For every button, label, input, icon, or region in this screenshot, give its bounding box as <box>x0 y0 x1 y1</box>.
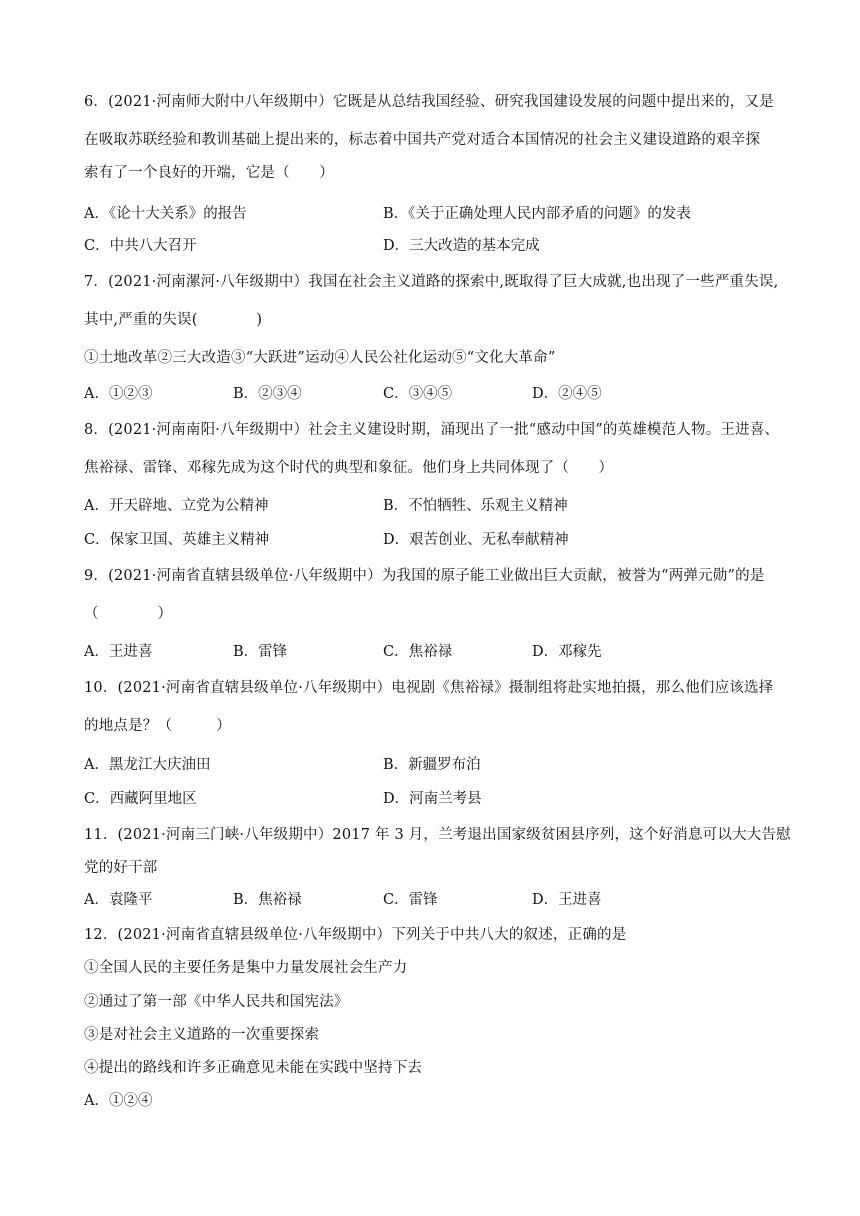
q9-option-a: A．王进喜 <box>84 644 153 660</box>
q11-option-d: D．王进喜 <box>532 892 602 908</box>
q12-stem-line-1: 12．(2021·河南省直辖县级单位·八年级期中）下列关于中共八大的叙述，正确的是 <box>84 927 627 943</box>
q6-option-c: C．中共八大召开 <box>84 238 197 254</box>
q9-option-d: D．邓稼先 <box>532 644 602 660</box>
q6-option-d: D．三大改造的基本完成 <box>383 238 540 254</box>
q12-statement-2: ②通过了第一部《中华人民共和国宪法》 <box>84 994 349 1010</box>
q6-stem-line-3: 索有了一个良好的开端，它是（ ） <box>84 165 334 181</box>
q10-option-a: A．黑龙江大庆油田 <box>84 757 211 773</box>
q10-stem-line-1: 10．(2021·河南省直辖县级单位·八年级期中）电视剧《焦裕禄》摄制组将赴实地拍摄，那么他们应该选择 <box>84 680 774 696</box>
q7-option-b: B．②③④ <box>233 386 302 402</box>
q7-option-a: A．①②③ <box>84 386 153 402</box>
q8-option-a: A．开天辟地、立党为公精神 <box>84 498 269 514</box>
q7-option-c: C．③④⑤ <box>383 386 453 402</box>
q12-statement-1: ①全国人民的主要任务是集中力量发展社会生产力 <box>84 960 408 976</box>
q7-option-d: D．②④⑤ <box>532 386 602 402</box>
q6-option-b: B．《关于正确处理人民内部矛盾的问题》的发表 <box>383 206 691 222</box>
q9-option-c: C．焦裕禄 <box>383 644 453 660</box>
q10-option-c: C．西藏阿里地区 <box>84 791 197 807</box>
q6-option-a: A．《论十大关系》的报告 <box>84 206 247 222</box>
q8-option-d: D．艰苦创业、无私奉献精神 <box>383 532 569 548</box>
q10-stem-line-2: 的地点是？（ ） <box>84 718 231 734</box>
q9-stem-line-2: （ ） <box>84 606 173 622</box>
q11-option-c: C．雷锋 <box>383 892 438 908</box>
q8-stem-line-1: 8．(2021·河南南阳·八年级期中）社会主义建设时期，涌现出了一批“感动中国”的英雄模范人物。王进喜、 <box>84 422 780 438</box>
q10-option-d: D．河南兰考县 <box>383 791 482 807</box>
q11-stem-line-1: 11．(2021·河南三门峡·八年级期中）2017 年 3 月，兰考退出国家级贫困县序列，这个好消息可以大大告慰 <box>84 827 791 843</box>
q7-stem-line-3: ①土地改革②三大改造③“大跃进”运动④人民公社化运动⑤“文化大革命” <box>84 350 556 366</box>
q12-statement-4: ④提出的路线和许多正确意见未能在实践中坚持下去 <box>84 1060 423 1076</box>
q12-statement-3: ③是对社会主义道路的一次重要探索 <box>84 1027 320 1043</box>
q8-stem-line-2: 焦裕禄、雷锋、邓稼先成为这个时代的典型和象征。他们身上共同体现了（ ） <box>84 460 614 476</box>
q8-option-b: B．不怕牺牲、乐观主义精神 <box>383 498 568 514</box>
q9-stem-line-1: 9．(2021·河南省直辖县级单位·八年级期中）为我国的原子能工业做出巨大贡献，被誉为“两弹元勋”的是 <box>84 568 765 584</box>
q10-option-b: B．新疆罗布泊 <box>383 757 481 773</box>
q9-option-b: B．雷锋 <box>233 644 288 660</box>
q11-option-a: A．袁隆平 <box>84 892 153 908</box>
q8-option-c: C．保家卫国、英雄主义精神 <box>84 532 270 548</box>
q6-stem-line-2: 在吸取苏联经验和教训基础上提出来的，标志着中国共产党对适合本国情况的社会主义建设道路的艰辛探 <box>84 132 761 148</box>
q6-stem-line-1: 6．(2021·河南师大附中八年级期中）它既是从总结我国经验、研究我国建设发展的问题中提出来的，又是 <box>84 94 774 110</box>
q11-stem-line-2: 党的好干部 <box>84 860 158 876</box>
q12-option-a: A．①②④ <box>84 1093 153 1109</box>
q11-option-b: B．焦裕禄 <box>233 892 302 908</box>
q7-stem-line-1: 7．(2021·河南漯河·八年级期中）我国在社会主义道路的探索中,既取得了巨大成就,也出现了一些严重失误, <box>84 274 779 290</box>
q7-stem-line-2: 其中,严重的失误( ) <box>84 312 263 328</box>
